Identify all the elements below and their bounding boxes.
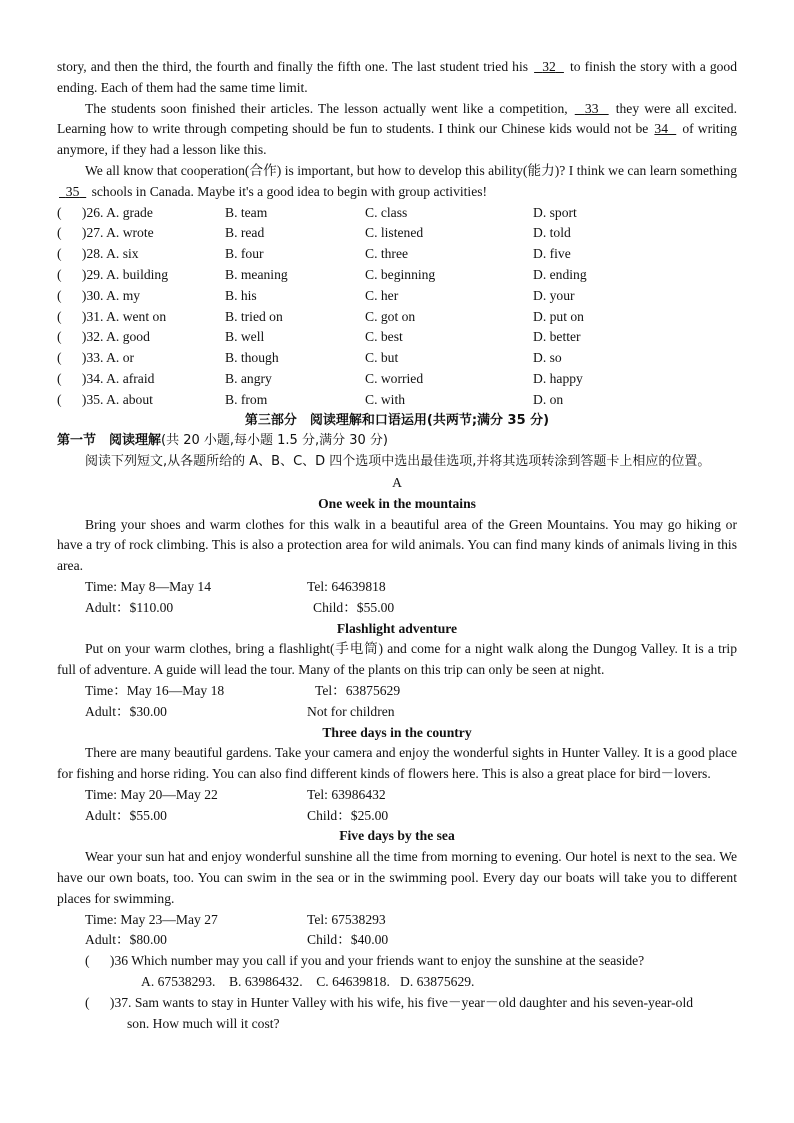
option-row[interactable]: [57, 223, 737, 244]
option-a: ( )27. A. wrote: [57, 225, 154, 241]
blank-33[interactable]: [573, 101, 611, 116]
trip-child-price: Child：$25.00: [307, 807, 389, 823]
option-row[interactable]: [57, 348, 737, 369]
option-c: C. worried: [365, 370, 424, 386]
trip-time: Time：May 16—May 18: [85, 682, 225, 698]
trip-tel: Tel: 63986432: [307, 786, 386, 802]
option-b: B. team: [225, 204, 268, 220]
trip-tel: Tel: 64639818: [307, 578, 386, 594]
cloze-text: story, and then the third, the fourth and finally the fifth one. The last student tried his: [57, 59, 529, 74]
option-d: D. so: [533, 350, 562, 366]
question-stem: ( )36 Which number may you call if you and your friends want to enjoy the sunshine at the seaside?: [85, 953, 645, 969]
exam-page: [57, 57, 737, 1034]
option-d: D. told: [533, 225, 571, 241]
question-stem-continued: son. How much will it cost?: [127, 1015, 280, 1031]
trip-child-price: Child：$40.00: [307, 932, 389, 948]
option-row[interactable]: [57, 244, 737, 265]
trip-time: Time: May 23—May 27: [85, 911, 218, 927]
blank-35[interactable]: [57, 184, 88, 199]
option-c: C. class: [365, 204, 408, 220]
option-c: C. with: [365, 391, 406, 407]
question-options: A. 67538293. B. 63986432. C. 64639818. D. 63875629.: [141, 974, 475, 990]
question-37[interactable]: [57, 993, 737, 1035]
instructions: 阅读下列短文,从各题所给的 A、B、C、D 四个选项中选出最佳选项,并将其选项转涂到答题卡上相应的位置。: [85, 454, 711, 470]
option-b: B. angry: [225, 370, 272, 386]
cloze-text: The students soon finished their articles. The lesson actually went like a competition,: [85, 100, 568, 116]
trip-info-row: [57, 806, 737, 827]
option-row[interactable]: [57, 390, 737, 411]
option-row[interactable]: [57, 203, 737, 224]
trip-time: Time: May 8—May 14: [85, 578, 212, 594]
option-d: D. happy: [533, 370, 583, 386]
section-label: 第一节 阅读理解: [57, 433, 162, 449]
trip-info-row: [57, 930, 737, 951]
cloze-paragraph: [57, 57, 737, 99]
trip-info-row: [57, 785, 737, 806]
option-b: B. read: [225, 225, 265, 241]
cloze-text: schools in Canada. Maybe it's a good idea to begin with group activities!: [91, 183, 488, 199]
option-row[interactable]: [57, 265, 737, 286]
options-list: [57, 203, 737, 411]
option-d: D. sport: [533, 204, 577, 220]
trip-title: Five days by the sea: [339, 828, 455, 844]
option-c: C. her: [365, 287, 399, 303]
option-d: D. your: [533, 287, 575, 303]
trip-description: Wear your sun hat and enjoy wonderful sunshine all the time from morning to evening. Our hotel is next to the sea. We have our own boats, too. You can swim in the sea or in the swimming pool. Every day our boats will take you to different places for swimming.: [57, 849, 737, 906]
trip-info-row: [57, 577, 737, 598]
trip-title: One week in the mountains: [318, 495, 476, 511]
option-b: B. four: [225, 246, 264, 262]
blank-number: 33: [584, 100, 599, 116]
question-stem: ( )37. Sam wants to stay in Hunter Valley with his wife, his five－year－old daughter and his seven-year-old: [85, 994, 694, 1010]
option-a: ( )32. A. good: [57, 329, 150, 345]
part-title: 第三部分 阅读理解和口语运用(共两节;满分 35 分): [244, 412, 550, 428]
trip-description: Bring your shoes and warm clothes for this walk in a beautiful area of the Green Mountains. You may go hiking or have a try of rock climbing. This is also a protection area for wild animals. You can find many kinds of animals living in this area.: [57, 516, 737, 574]
option-row[interactable]: [57, 286, 737, 307]
option-a: ( )31. A. went on: [57, 308, 167, 324]
blank-number: 35: [65, 183, 80, 199]
trip-block: [57, 494, 737, 619]
trip-title: Flashlight adventure: [336, 620, 458, 636]
option-a: ( )34. A. afraid: [57, 370, 155, 386]
trip-block: [57, 826, 737, 951]
option-c: C. best: [365, 329, 403, 345]
option-a: ( )28. A. six: [57, 246, 139, 262]
cloze-text: they were all excited. Learning how to write through competing should be fun to students. I think our Chinese kids would not be: [57, 100, 738, 137]
option-a: ( )30. A. my: [57, 287, 141, 303]
trip-block: [57, 723, 737, 827]
trip-adult-price: Adult：$110.00: [85, 599, 174, 615]
trip-child-price: Child：$55.00: [313, 599, 395, 615]
section-note: (共 20 小题,每小题 1.5 分,满分 30 分): [161, 433, 388, 449]
cloze-text: We all know that cooperation(合作) is important, but how to develop this ability(能力)? I think we can learn something: [85, 162, 737, 178]
option-d: D. ending: [533, 266, 587, 282]
trip-child-price: Not for children: [307, 703, 395, 719]
option-d: D. put on: [533, 308, 584, 324]
blank-number: 34: [654, 121, 669, 137]
trip-info-row: [57, 910, 737, 931]
option-c: C. but: [365, 350, 399, 366]
trip-tel: Tel：63875629: [315, 682, 401, 698]
option-b: B. though: [225, 350, 279, 366]
trip-tel: Tel: 67538293: [307, 911, 386, 927]
trip-description: Put on your warm clothes, bring a flashlight(手电筒) and come for a night walk along the Dungog Valley. It is a trip full of adventure. A guide will lead the tour. Many of the plants on this trip can only be seen at night.: [57, 641, 737, 678]
trip-adult-price: Adult：$80.00: [85, 932, 167, 948]
option-d: D. better: [533, 329, 581, 345]
trip-block: [57, 619, 737, 723]
trip-title: Three days in the country: [322, 724, 472, 740]
cloze-text: to finish the story with a good ending. Each of them had the same time limit.: [57, 59, 738, 95]
trip-info-row: [57, 681, 737, 702]
option-b: B. meaning: [225, 266, 288, 282]
option-row[interactable]: [57, 327, 737, 348]
option-a: ( )29. A. building: [57, 266, 169, 282]
option-c: C. listened: [365, 225, 424, 241]
trip-info-row: [57, 702, 737, 723]
blank-32[interactable]: [532, 59, 566, 74]
cloze-text: of writing anymore, if they had a lesson like this.: [57, 121, 738, 158]
option-a: ( )33. A. or: [57, 350, 135, 366]
trip-time: Time: May 20—May 22: [85, 786, 218, 802]
cloze-paragraph: [57, 99, 737, 161]
passage-letter: A: [392, 474, 402, 490]
option-b: B. well: [225, 329, 265, 345]
blank-34[interactable]: [652, 121, 678, 136]
section-heading: [57, 431, 737, 452]
option-b: B. tried on: [225, 308, 283, 324]
option-d: D. on: [533, 391, 564, 407]
cloze-paragraph: [57, 161, 737, 203]
trip-description: There are many beautiful gardens. Take your camera and enjoy the wonderful sights in Hunter Valley. It is a good place for fishing and horse riding. You can also find different kinds of flowers here. This is also a great place for bird－lovers.: [57, 745, 737, 782]
option-c: C. got on: [365, 308, 416, 324]
trip-adult-price: Adult：$30.00: [85, 703, 167, 719]
question-36[interactable]: [57, 951, 737, 972]
option-b: B. his: [225, 287, 257, 303]
option-c: C. three: [365, 246, 409, 262]
trip-info-row: [57, 598, 737, 619]
blank-number: 32: [542, 59, 556, 74]
option-row[interactable]: [57, 307, 737, 328]
option-c: C. beginning: [365, 266, 436, 282]
option-d: D. five: [533, 246, 571, 262]
option-a: ( )26. A. grade: [57, 204, 153, 220]
trip-adult-price: Adult：$55.00: [85, 807, 167, 823]
option-row[interactable]: [57, 369, 737, 390]
option-a: ( )35. A. about: [57, 391, 153, 407]
option-b: B. from: [225, 391, 268, 407]
